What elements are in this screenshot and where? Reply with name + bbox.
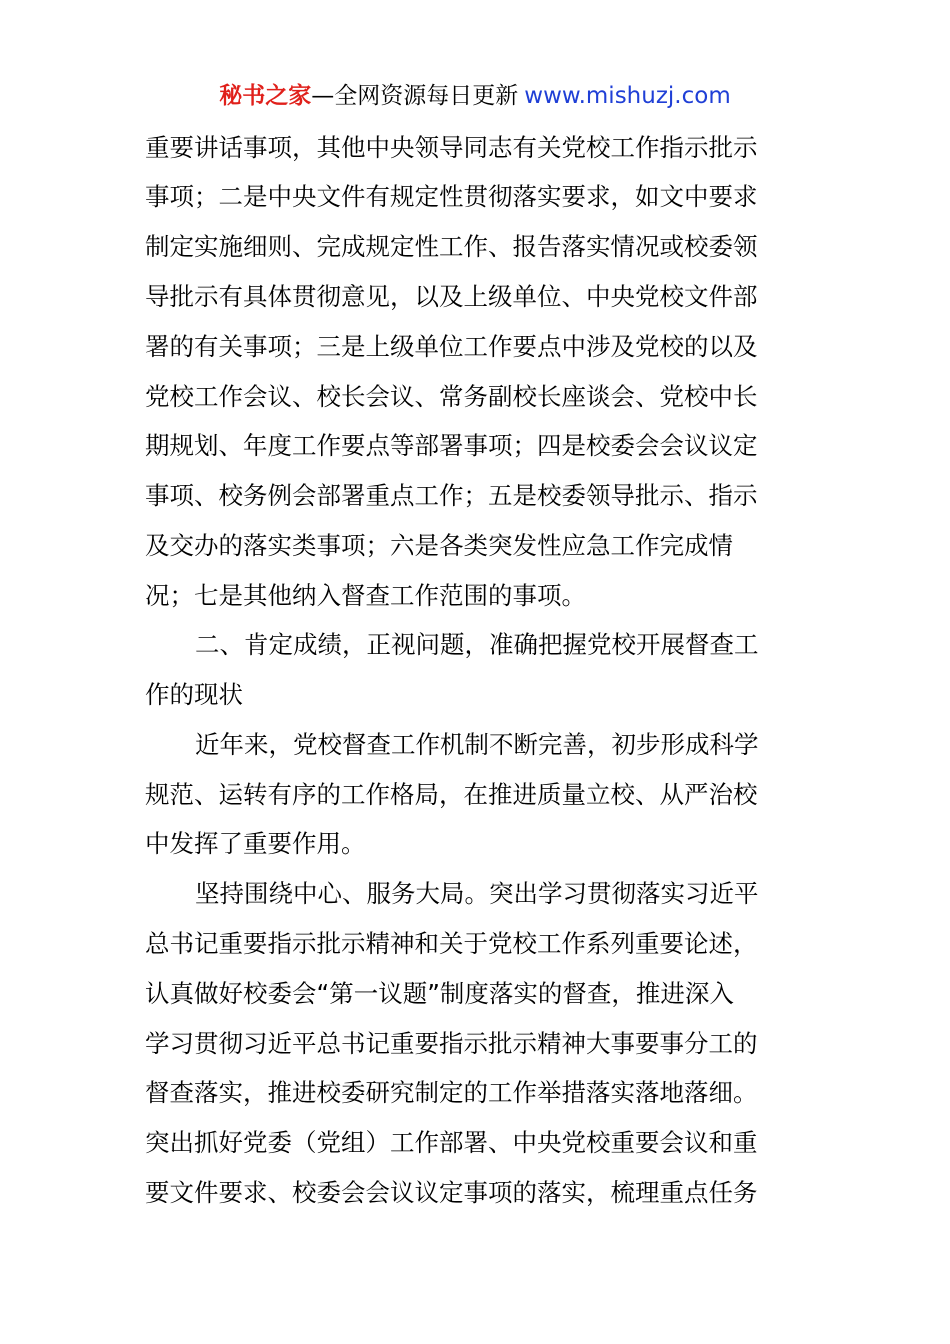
text-line: 重要讲话事项，其他中央领导同志有关党校工作指示批示 [145,133,758,162]
section-heading-line: 二、肯定成绩，正视问题，准确把握党校开展督查工 [195,630,759,659]
text-line: 制定实施细则、完成规定性工作、报告落实情况或校委领 [145,232,758,261]
section-heading-line: 作的现状 [145,680,243,709]
text-line: 期规划、年度工作要点等部署事项；四是校委会会议议定 [145,431,758,460]
text-line: 坚持围绕中心、服务大局。突出学习贯彻落实习近平 [195,879,759,908]
text-line: 突出抓好党委（党组）工作部署、中央党校重要会议和重 [145,1128,758,1157]
text-line: 况；七是其他纳入督查工作范围的事项。 [145,581,586,610]
page-header [0,80,950,112]
text-line: 事项；二是中央文件有规定性贯彻落实要求，如文中要求 [145,182,758,211]
text-line: 规范、运转有序的工作格局，在推进质量立校、从严治校 [145,780,758,809]
text-line: 督查落实，推进校委研究制定的工作举措落实落地落细。 [145,1078,758,1107]
text-line: 署的有关事项；三是上级单位工作要点中涉及党校的以及 [145,332,758,361]
site-url-link[interactable]: www.mishuzj.com [524,83,731,109]
text-line: 学习贯彻习近平总书记重要指示批示精神大事要事分工的 [145,1029,758,1058]
text-line: 及交办的落实类事项；六是各类突发性应急工作完成情 [145,531,733,560]
text-line: 党校工作会议、校长会议、常务副校长座谈会、党校中长 [145,382,758,411]
text-line: 事项、校务例会部署重点工作；五是校委领导批示、指示 [145,481,758,510]
header-tagline: —全网资源每日更新 [311,83,519,109]
text-line: 总书记重要指示批示精神和关于党校工作系列重要论述， [145,929,758,958]
brand-name: 秘书之家 [219,83,312,109]
text-line: 近年来，党校督查工作机制不断完善，初步形成科学 [195,730,759,759]
text-line: 中发挥了重要作用。 [145,829,366,858]
text-line: 导批示有具体贯彻意见，以及上级单位、中央党校文件部 [145,282,758,311]
text-line: 要文件要求、校委会会议议定事项的落实，梳理重点任务 [145,1178,758,1207]
text-line: 认真做好校委会“第一议题”制度落实的督查，推进深入 [145,979,734,1008]
